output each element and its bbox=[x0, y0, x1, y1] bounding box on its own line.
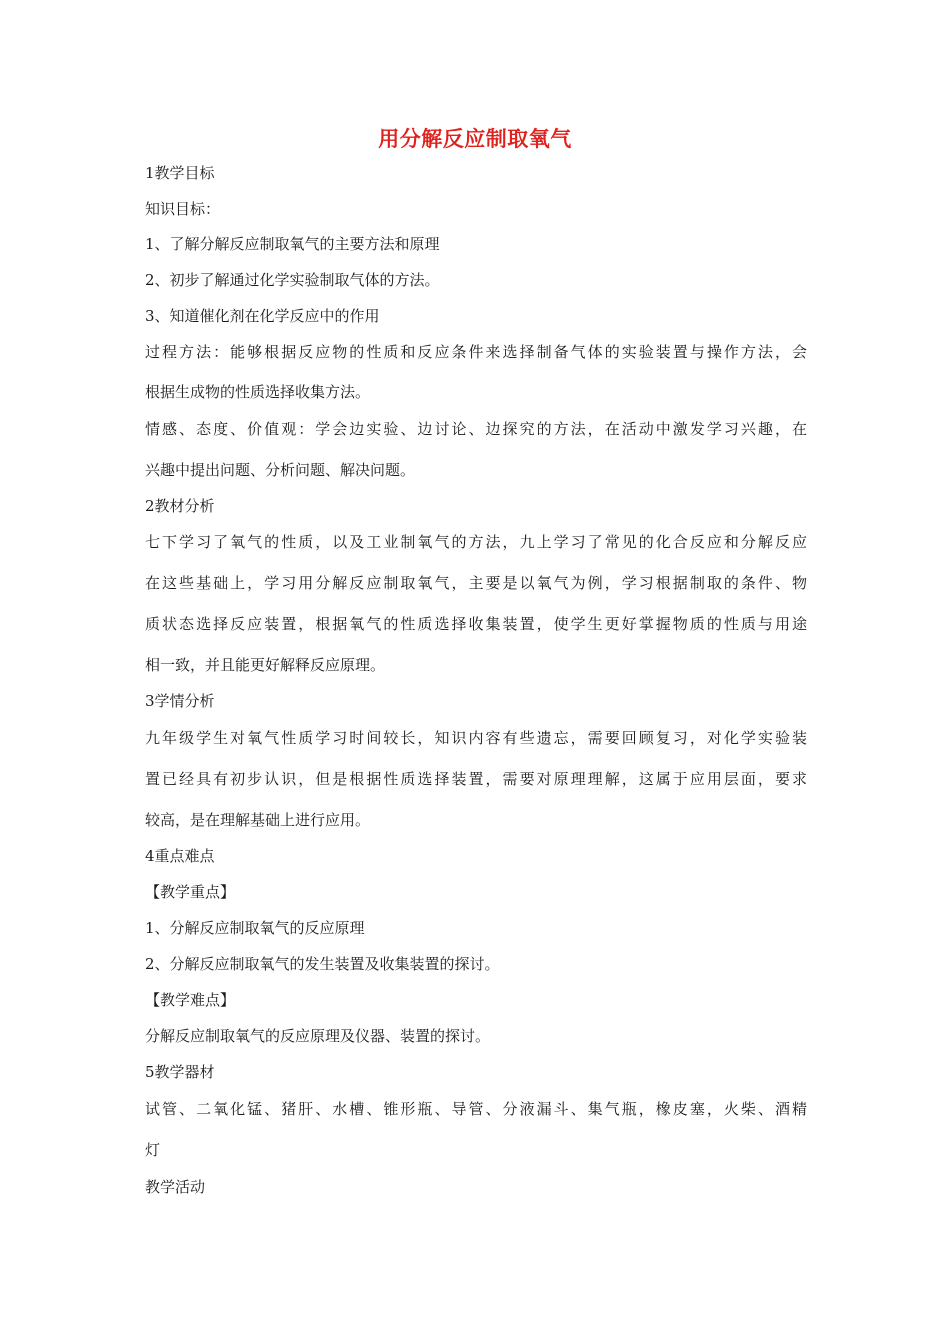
paragraph-line: 较高，是在理解基础上进行应用。 bbox=[145, 811, 371, 829]
paragraph-line: 3、知道催化剂在化学反应中的作用 bbox=[145, 307, 380, 325]
section-heading-objectives: 1教学目标 bbox=[145, 164, 215, 182]
paragraph-line: 质状态选择反应装置，根据氧气的性质选择收集装置，使学生更好掌握物质的性质与用途 bbox=[145, 615, 807, 633]
paragraph-line: 1、分解反应制取氧气的反应原理 bbox=[145, 919, 365, 937]
paragraph-line: 情感、态度、价值观：学会边实验、边讨论、边探究的方法，在活动中激发学习兴趣，在 bbox=[145, 420, 807, 438]
document-title: 用分解反应制取氧气 bbox=[378, 127, 572, 151]
paragraph-line: 2、初步了解通过化学实验制取气体的方法。 bbox=[145, 271, 440, 289]
section-heading-key-points: 4重点难点 bbox=[145, 847, 215, 865]
section-heading-students: 3学情分析 bbox=[145, 692, 215, 710]
section-heading-equipment: 5教学器材 bbox=[145, 1063, 215, 1081]
section-heading-activities: 教学活动 bbox=[145, 1178, 206, 1196]
paragraph-line: 相一致，并且能更好解释反应原理。 bbox=[145, 656, 386, 674]
paragraph-line: 灯 bbox=[145, 1141, 161, 1159]
paragraph-line: 知识目标： bbox=[145, 200, 221, 218]
paragraph-line: 过程方法：能够根据反应物的性质和反应条件来选择制备气体的实验装置与操作方法，会 bbox=[145, 343, 807, 361]
paragraph-line: 试管、二氧化锰、猪肝、水槽、锥形瓶、导管、分液漏斗、集气瓶，橡皮塞，火柴、酒精 bbox=[145, 1100, 807, 1118]
section-heading-textbook: 2教材分析 bbox=[145, 497, 215, 515]
paragraph-line: 2、分解反应制取氧气的发生装置及收集装置的探讨。 bbox=[145, 955, 500, 973]
paragraph-line: 置已经具有初步认识，但是根据性质选择装置，需要对原理理解，这属于应用层面，要求 bbox=[145, 770, 807, 788]
paragraph-line: 七下学习了氧气的性质，以及工业制氧气的方法，九上学习了常见的化合反应和分解反应 bbox=[145, 533, 807, 551]
subheading-key-point: 【教学重点】 bbox=[145, 883, 236, 901]
subheading-difficulty: 【教学难点】 bbox=[145, 991, 236, 1009]
paragraph-line: 分解反应制取氧气的反应原理及仪器、装置的探讨。 bbox=[145, 1027, 491, 1045]
paragraph-line: 在这些基础上，学习用分解反应制取氧气，主要是以氧气为例，学习根据制取的条件、物 bbox=[145, 574, 807, 592]
paragraph-line: 九年级学生对氧气性质学习时间较长，知识内容有些遗忘，需要回顾复习，对化学实验装 bbox=[145, 729, 807, 747]
paragraph-line: 根据生成物的性质选择收集方法。 bbox=[145, 383, 371, 401]
paragraph-line: 兴趣中提出问题、分析问题、解决问题。 bbox=[145, 461, 416, 479]
paragraph-line: 1、了解分解反应制取氧气的主要方法和原理 bbox=[145, 235, 440, 253]
